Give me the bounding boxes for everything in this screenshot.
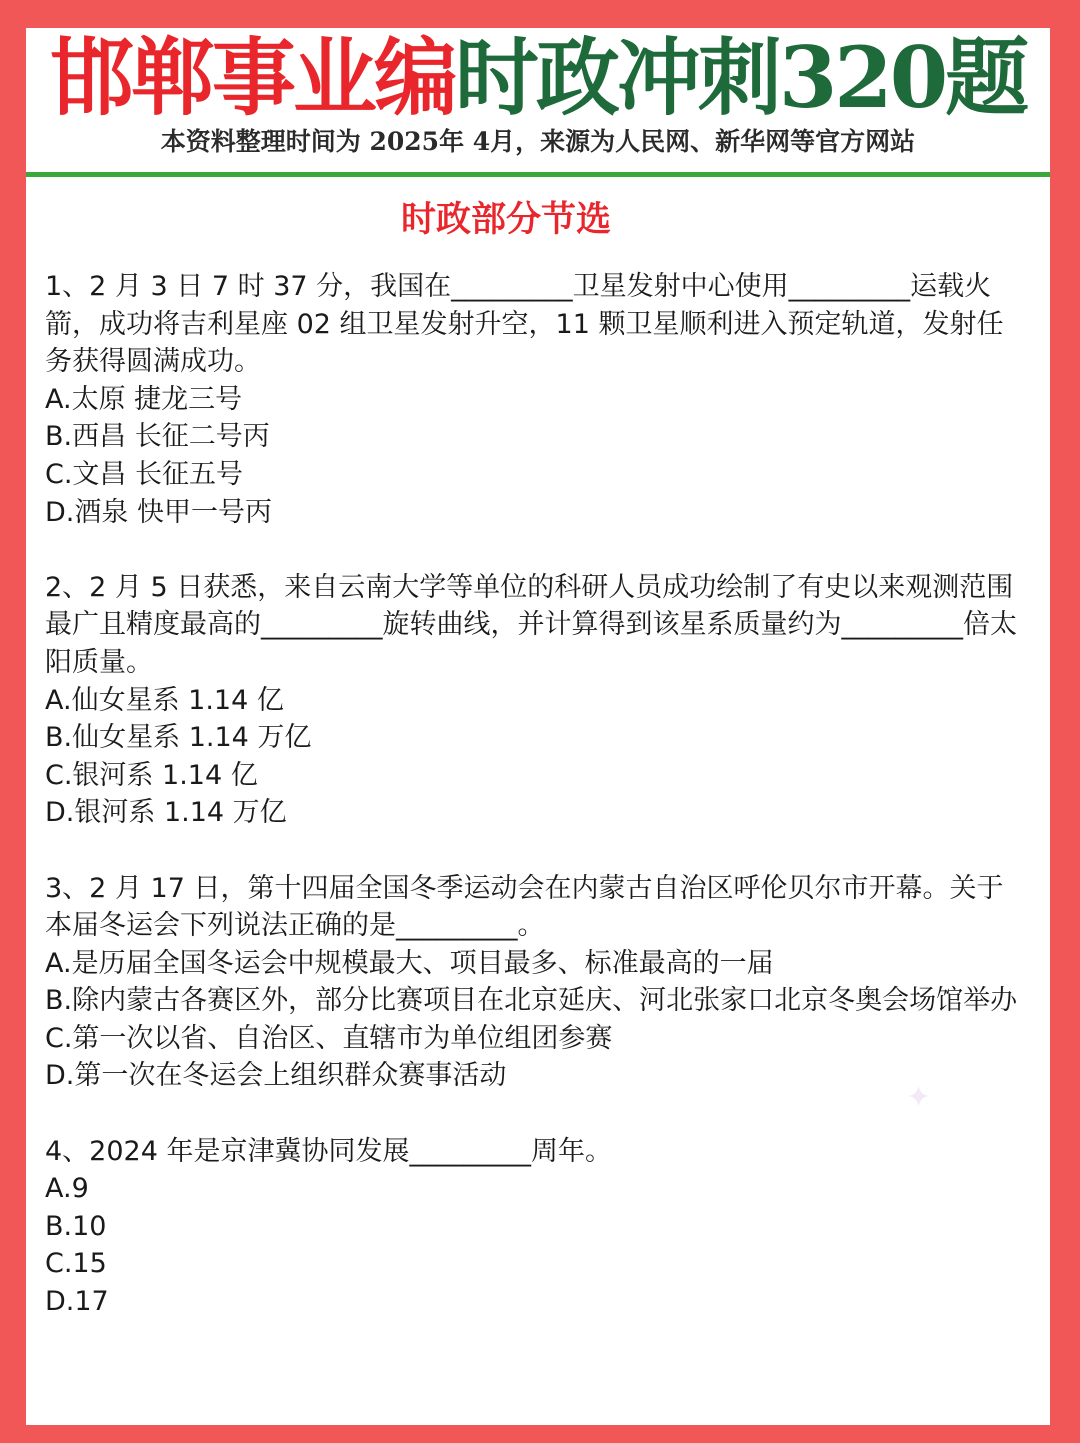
title-red-part: 邯郸事业编 [49, 28, 455, 127]
question-option: D.酒泉 快甲一号丙 [45, 496, 272, 528]
question-option: A.是历届全国冬运会中规模最大、项目最多、标准最高的一届 [45, 947, 774, 979]
question-4 [45, 1133, 1023, 1321]
question-stem: 4、2024 年是京津冀协同发展_________周年。 [45, 1135, 612, 1167]
question-option: D.第一次在冬运会上组织群众赛事活动 [45, 1060, 507, 1092]
question-list [45, 268, 1023, 1358]
question-option: A.太原 捷龙三号 [45, 383, 243, 415]
question-option: C.第一次以省、自治区、直辖市为单位组团参赛 [45, 1022, 613, 1054]
question-2 [45, 569, 1023, 832]
document-page [26, 28, 1050, 1425]
question-option: C.15 [45, 1248, 107, 1280]
question-option: B.10 [45, 1210, 107, 1242]
question-option: C.文昌 长征五号 [45, 458, 244, 490]
question-option: D.17 [45, 1286, 109, 1318]
question-option: A.9 [45, 1173, 89, 1205]
document-subtitle: 本资料整理时间为 2025年 4月，来源为人民网、新华网等官方网站 [160, 127, 916, 156]
question-stem: 1、2 月 3 日 7 时 37 分，我国在_________卫星发射中心使用_________运载火箭，成功将吉利星座 02 组卫星发射升空，11 颗卫星顺利进入预定轨道，发射任务获得圆满成功。 [45, 271, 1004, 378]
question-option: B.仙女星系 1.14 万亿 [45, 722, 312, 754]
header-divider [26, 172, 1050, 177]
question-stem: 2、2 月 5 日获悉，来自云南大学等单位的科研人员成功绘制了有史以来观测范围最广且精度最高的_________旋转曲线，并计算得到该星系质量约为_________倍太阳质量。 [45, 571, 1017, 678]
section-title: 时政部分节选 [400, 200, 611, 240]
question-stem: 3、2 月 17 日，第十四届全国冬季运动会在内蒙古自治区呼伦贝尔市开幕。关于本届冬运会下列说法正确的是_________。 [45, 872, 1004, 942]
document-title [26, 30, 1050, 126]
question-1 [45, 268, 1023, 531]
question-option: B.西昌 长征二号丙 [45, 421, 270, 453]
title-green-part: 时政冲刺320题 [454, 28, 1027, 127]
question-option: C.银河系 1.14 亿 [45, 759, 258, 791]
sparkle-icon: ✦ [906, 1080, 932, 1115]
question-option: A.仙女星系 1.14 亿 [45, 684, 284, 716]
question-3 [45, 870, 1023, 1096]
question-option: D.银河系 1.14 万亿 [45, 797, 287, 829]
question-option: B.除内蒙古各赛区外，部分比赛项目在北京延庆、河北张家口北京冬奥会场馆举办 [45, 985, 1018, 1017]
